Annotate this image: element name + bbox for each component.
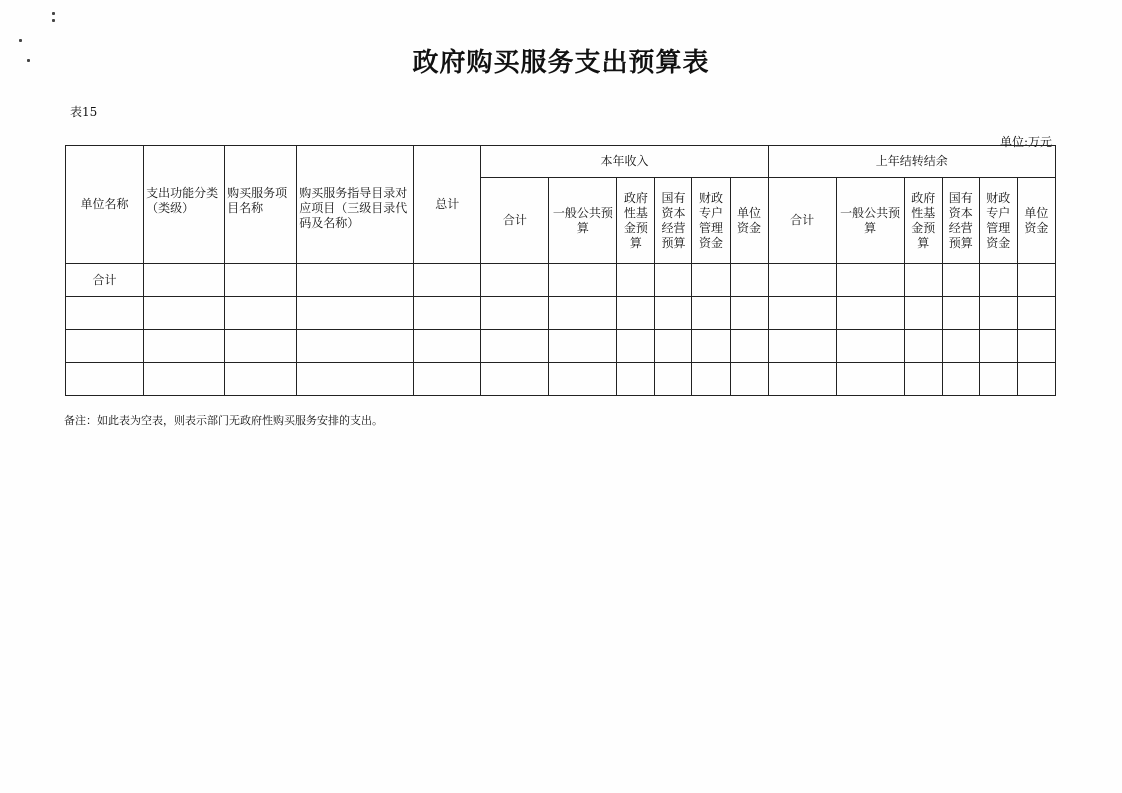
table-row — [66, 330, 1056, 363]
table-cell — [655, 330, 692, 363]
footnote: 备注：如此表为空表，则表示部门无政府性购买服务安排的支出。 — [64, 414, 383, 427]
table-cell — [768, 264, 836, 297]
header-income-state-capital: 国有资本经营预算 — [655, 178, 692, 264]
table-cell — [979, 330, 1017, 363]
table-cell — [549, 363, 617, 396]
header-project-name: 购买服务项目名称 — [225, 146, 297, 264]
table-cell — [904, 264, 942, 297]
table-cell — [904, 363, 942, 396]
table-row — [66, 264, 1056, 297]
header-guide-item: 购买服务指导目录对应项目（三级目录代码及名称） — [297, 146, 414, 264]
table-cell — [1017, 363, 1055, 396]
table-cell — [979, 363, 1017, 396]
header-unit-name: 单位名称 — [66, 146, 144, 264]
table-cell — [692, 363, 730, 396]
table-cell — [617, 297, 655, 330]
table-cell — [617, 363, 655, 396]
table-cell — [836, 264, 904, 297]
header-income-general-budget: 一般公共预算 — [549, 178, 617, 264]
table-cell — [1017, 297, 1055, 330]
table-cell — [1017, 264, 1055, 297]
table-cell — [730, 297, 768, 330]
table-cell — [836, 297, 904, 330]
table-cell — [942, 330, 979, 363]
table-row — [66, 363, 1056, 396]
table-cell — [979, 297, 1017, 330]
table-cell — [414, 363, 481, 396]
table-cell — [655, 363, 692, 396]
header-total: 总计 — [414, 146, 481, 264]
header-income-unit-fund: 单位资金 — [730, 178, 768, 264]
table-cell — [225, 330, 297, 363]
header-carryover-general-budget: 一般公共预算 — [836, 178, 904, 264]
table-cell — [979, 264, 1017, 297]
row-label-cell — [66, 330, 144, 363]
page-title: 政府购买服务支出预算表 — [412, 48, 710, 78]
table-cell — [297, 297, 414, 330]
table-cell — [942, 297, 979, 330]
header-carryover-special-fund: 财政专户管理资金 — [979, 178, 1017, 264]
table-cell — [144, 297, 225, 330]
table-cell — [481, 330, 549, 363]
table-body — [66, 264, 1056, 396]
scan-speck — [52, 19, 55, 22]
table-cell — [481, 297, 549, 330]
header-carryover-total: 合计 — [768, 178, 836, 264]
table-cell — [904, 330, 942, 363]
table-cell — [144, 363, 225, 396]
header-income-total: 合计 — [481, 178, 549, 264]
table-row — [66, 297, 1056, 330]
table-cell — [414, 330, 481, 363]
table-cell — [144, 264, 225, 297]
table-cell — [549, 297, 617, 330]
table-cell — [730, 330, 768, 363]
table-cell — [297, 330, 414, 363]
table-cell — [836, 330, 904, 363]
table-cell — [144, 330, 225, 363]
scan-speck — [52, 12, 55, 15]
table-cell — [942, 264, 979, 297]
table-cell — [692, 297, 730, 330]
header-income-gov-fund: 政府性基金预算 — [617, 178, 655, 264]
table-cell — [617, 264, 655, 297]
header-current-year-income: 本年收入 — [481, 146, 768, 178]
budget-table — [65, 145, 1056, 396]
table-cell — [942, 363, 979, 396]
table-cell — [481, 363, 549, 396]
table-cell — [414, 297, 481, 330]
header-carryover-state-capital: 国有资本经营预算 — [942, 178, 979, 264]
table-cell — [655, 297, 692, 330]
table-cell — [297, 363, 414, 396]
table-cell — [768, 330, 836, 363]
unit-label: 单位:万元 — [999, 135, 1052, 149]
table-cell — [692, 330, 730, 363]
header-carryover-gov-fund: 政府性基金预算 — [904, 178, 942, 264]
table-cell — [730, 363, 768, 396]
table-cell — [549, 330, 617, 363]
table-cell — [1017, 330, 1055, 363]
table-cell — [225, 297, 297, 330]
table-cell — [768, 297, 836, 330]
table-cell — [836, 363, 904, 396]
table-cell — [225, 363, 297, 396]
table-cell — [414, 264, 481, 297]
table-cell — [730, 264, 768, 297]
table-cell — [617, 330, 655, 363]
table-number: 表15 — [70, 105, 98, 119]
header-function-class: 支出功能分类（类级） — [144, 146, 225, 264]
table-cell — [481, 264, 549, 297]
table-cell — [549, 264, 617, 297]
header-income-special-fund: 财政专户管理资金 — [692, 178, 730, 264]
table-cell — [904, 297, 942, 330]
row-label-cell — [66, 297, 144, 330]
header-group-row — [66, 146, 1056, 178]
table-cell — [225, 264, 297, 297]
table-cell — [768, 363, 836, 396]
row-label-cell: 合计 — [66, 264, 144, 297]
header-last-year-carryover: 上年结转结余 — [768, 146, 1055, 178]
table-cell — [692, 264, 730, 297]
table-cell — [655, 264, 692, 297]
row-label-cell — [66, 363, 144, 396]
table-cell — [297, 264, 414, 297]
header-carryover-unit-fund: 单位资金 — [1017, 178, 1055, 264]
